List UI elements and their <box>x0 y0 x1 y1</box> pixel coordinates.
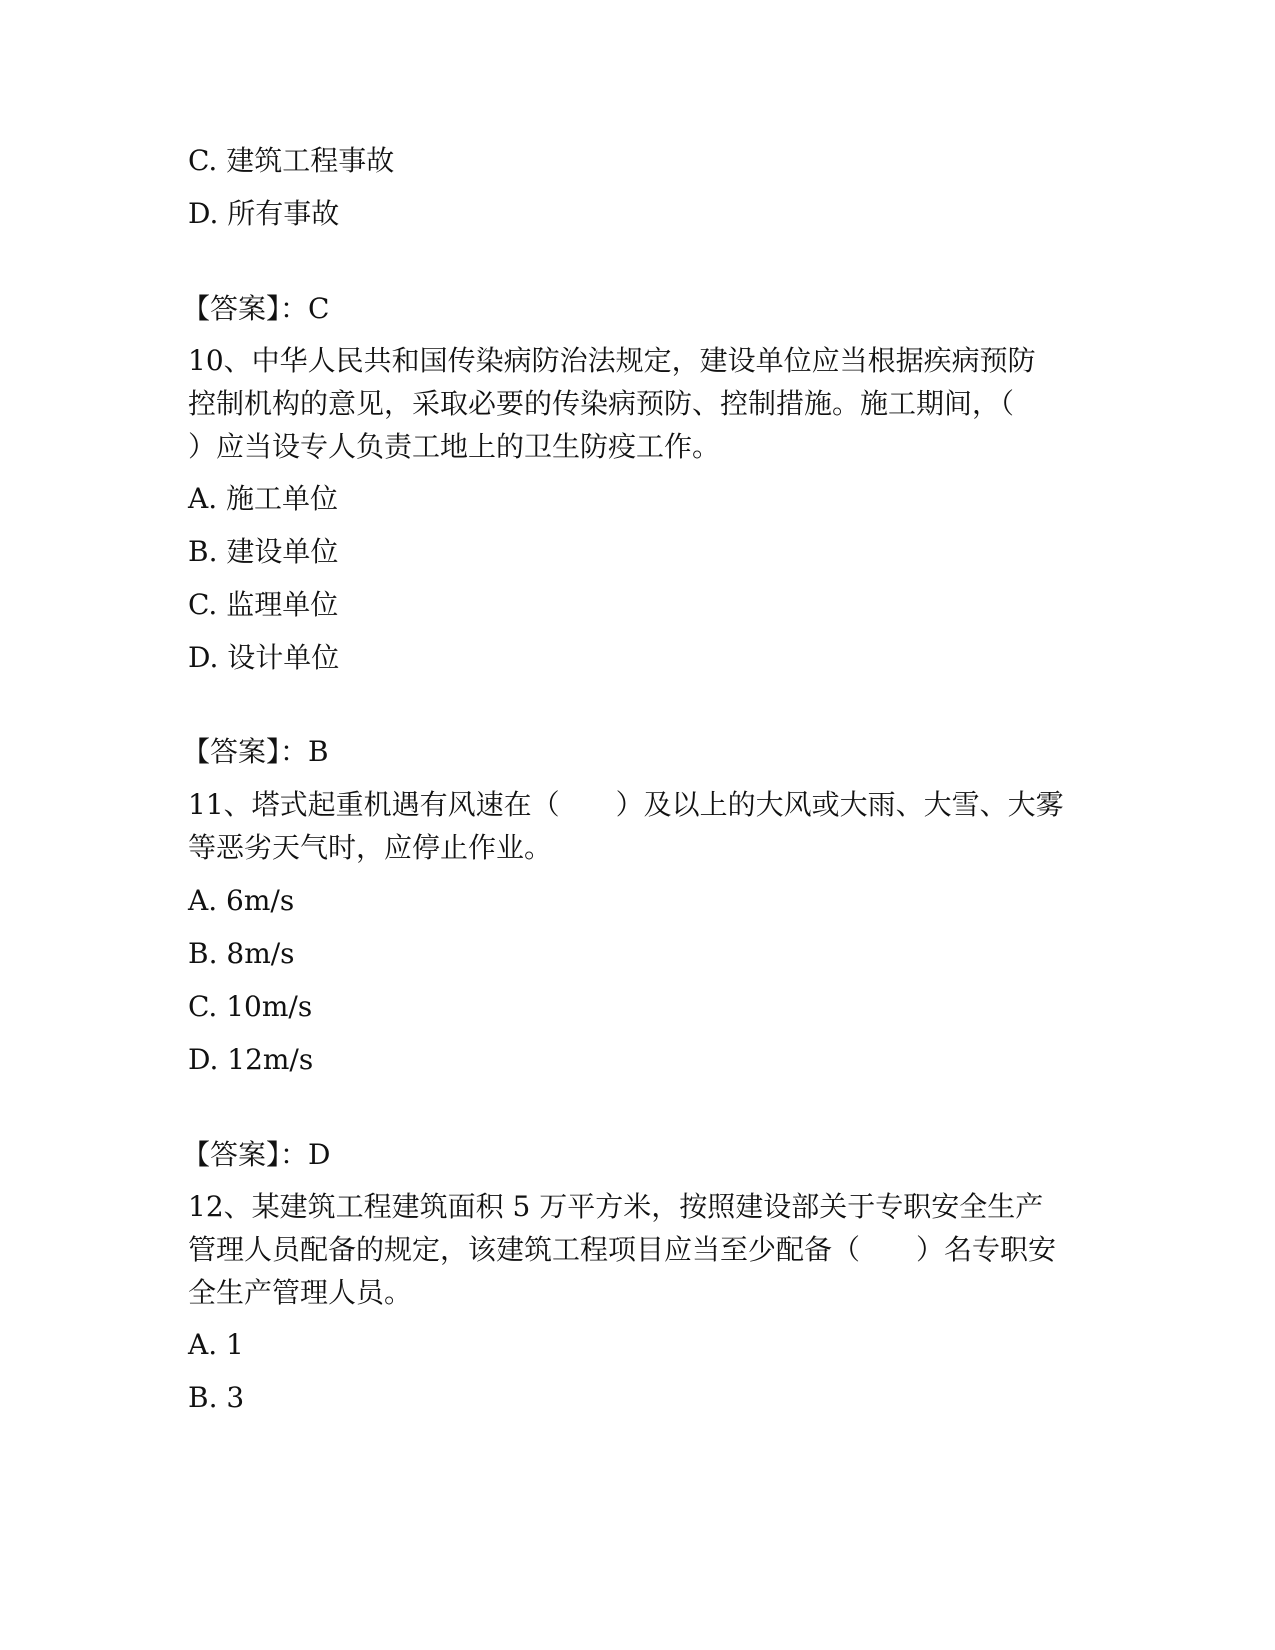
q12-stem-line-1: 12、某建筑工程建筑面积 5 万平方米，按照建设部关于专职安全生产 <box>188 1190 1044 1223</box>
q10-option-c: C. 监理单位 <box>188 588 339 621</box>
q12-stem-line-3: 全生产管理人员。 <box>188 1276 413 1309</box>
q12-option-b: B. 3 <box>188 1381 245 1414</box>
q10-option-d: D. 设计单位 <box>188 641 340 674</box>
q10-stem-line-2: 控制机构的意见，采取必要的传染病预防、控制措施。施工期间，（ <box>188 387 1015 420</box>
q11-option-d: D. 12m/s <box>188 1043 314 1076</box>
q9-option-c: C. 建筑工程事故 <box>188 144 395 177</box>
q10-stem-line-3: ）应当设专人负责工地上的卫生防疫工作。 <box>188 430 721 463</box>
q9-option-d: D. 所有事故 <box>188 197 340 230</box>
q10-option-a: A. 施工单位 <box>188 482 339 515</box>
q11-stem-line-1: 11、塔式起重机遇有风速在（ ）及以上的大风或大雨、大雪、大雾 <box>188 788 1064 821</box>
q11-option-c: C. 10m/s <box>188 990 313 1023</box>
q11-answer: 【答案】：D <box>182 1138 331 1171</box>
q9-answer: 【答案】：C <box>182 292 330 325</box>
q10-option-b: B. 建设单位 <box>188 535 339 568</box>
q11-stem-line-2: 等恶劣天气时，应停止作业。 <box>188 831 553 864</box>
q12-stem-line-2: 管理人员配备的规定，该建筑工程项目应当至少配备（ ）名专职安 <box>188 1233 1057 1266</box>
q11-option-b: B. 8m/s <box>188 937 295 970</box>
q10-stem-line-1: 10、中华人民共和国传染病防治法规定，建设单位应当根据疾病预防 <box>188 344 1036 377</box>
q12-option-a: A. 1 <box>188 1328 244 1361</box>
q10-answer: 【答案】：B <box>182 735 329 768</box>
q11-option-a: A. 6m/s <box>188 884 295 917</box>
